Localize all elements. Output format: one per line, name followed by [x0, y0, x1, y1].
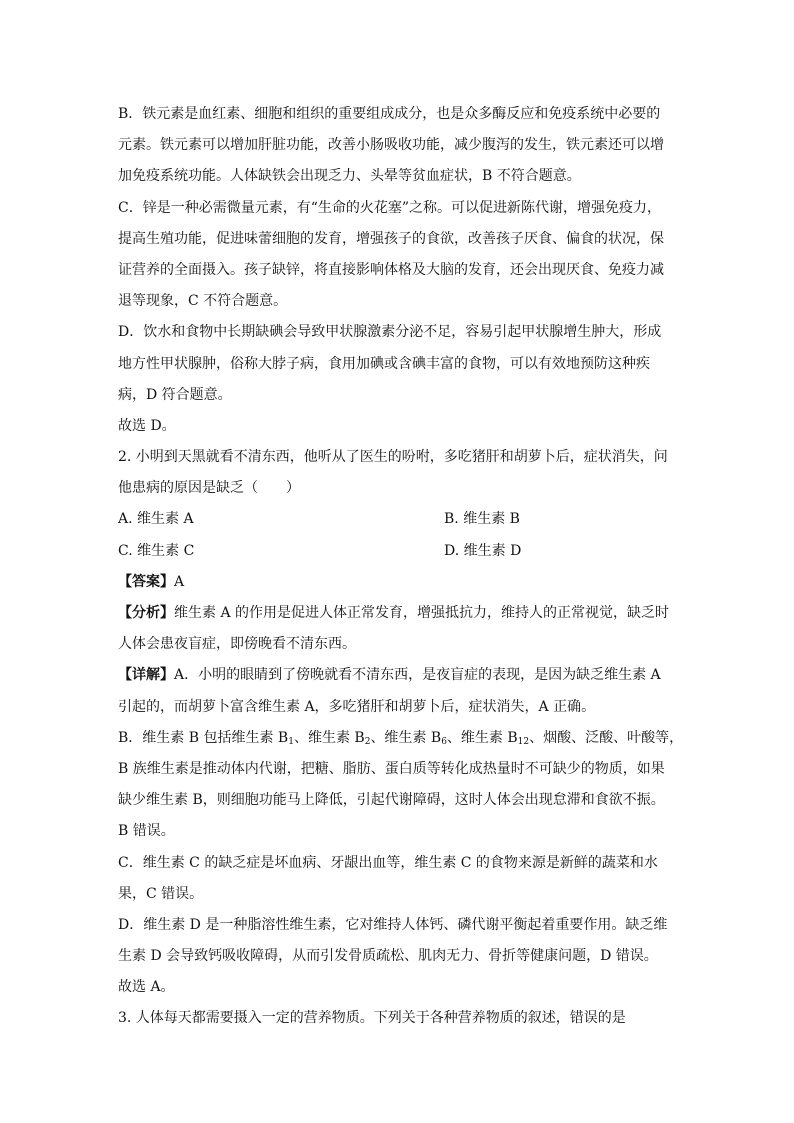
- analysis-label: 【分析】: [118, 605, 174, 621]
- q3-stem: 3. 人体每天都需要摄入一定的营养物质。下列关于各种营养物质的叙述，错误的是: [118, 1010, 626, 1027]
- detail-b-text: 、维生素 B: [293, 729, 365, 746]
- answer-value: A: [174, 573, 185, 590]
- detail-label: 【详解】: [118, 667, 174, 684]
- q2-conclusion: 故选 A。: [118, 979, 175, 996]
- subscript: 2: [364, 736, 371, 747]
- document-body: [118, 99, 684, 1035]
- q2-stem-line: 2. 小明到天黑就看不清东西，他听从了医生的吩咐，多吃猪肝和胡萝卜后，症状消失，问: [118, 449, 668, 466]
- option-d-explanation-line: 病，D 符合题意。: [118, 386, 232, 403]
- q1-conclusion: 故选 D。: [118, 417, 176, 434]
- option-c-explanation-line: 提高生殖功能，促进味蕾细胞的发育，增强孩子的食欲，改善孩子厌食、偏食的状况，保: [118, 230, 664, 247]
- answer-label: 【答案】: [118, 573, 174, 590]
- detail-b-text: 、维生素 B: [446, 729, 518, 746]
- q2-option-b: B. 维生素 B: [444, 511, 520, 528]
- option-b-explanation-line: 元素。铁元素可以增加肝脏功能，改善小肠吸收功能，减少腹泻的发生，铁元素还可以增: [118, 137, 664, 154]
- q2-detail-b-line: [118, 723, 684, 754]
- q2-detail-c-line: 果，C 错误。: [118, 885, 204, 902]
- subscript: 6: [441, 736, 447, 747]
- option-d-explanation-line: 地方性甲状腺肿，俗称大脖子病，食用加碘或含碘丰富的食物，可以有效地预防这种疾: [118, 355, 650, 372]
- q2-option-c: C. 维生素 C: [118, 542, 195, 559]
- q2-detail-b-line: B 错误。: [118, 823, 175, 840]
- q2-answer: [118, 567, 678, 598]
- detail-b-text: 、烟酸、泛酸、叶酸等，: [529, 729, 684, 746]
- q2-detail-b-line: 缺少维生素 B，则细胞功能马上降低，引起代谢障碍，这时人体会出现怠滞和食欲不振。: [118, 792, 665, 809]
- q2-analysis-line: [118, 598, 678, 629]
- subscript: 12: [517, 736, 530, 747]
- q2-stem-line: 他患病的原因是缺乏（ ）: [118, 480, 300, 497]
- option-c-explanation-line: 退等现象，C 不符合题意。: [118, 293, 288, 310]
- option-c-explanation-line: 证营养的全面摄入。孩子缺锌，将直接影响体格及大脑的发育，还会出现厌食、免疫力减: [118, 261, 664, 278]
- detail-a-text: A．小明的眼睛到了傍晚就看不清东西，是夜盲症的表现，是因为缺乏维生素 A: [174, 667, 661, 684]
- q2-detail-d-line: D．维生素 D 是一种脂溶性维生素，它对维持人体钙、磷代谢平衡起着重要作用。缺乏维: [118, 916, 668, 933]
- q2-options-row: [118, 504, 678, 535]
- option-b-explanation-line: B．铁元素是血红素、细胞和组织的重要组成成分，也是众多酶反应和免疫系统中必要的: [118, 106, 661, 122]
- subscript: 1: [288, 736, 294, 747]
- option-b-explanation-line: 加免疫系统功能。人体缺铁会出现乏力、头晕等贫血症状，B 不符合题意。: [118, 168, 581, 185]
- analysis-text: 维生素 A 的作用是促进人体正常发育，增强抵抗力，维持人的正常视觉，缺乏时: [174, 605, 670, 621]
- q2-detail-a-line: 引起的，而胡萝卜富含维生素 A，多吃猪肝和胡萝卜后，症状消失，A 正确。: [118, 698, 596, 715]
- q2-options-row: [118, 536, 678, 567]
- detail-b-text: B．维生素 B 包括维生素 B: [118, 729, 289, 746]
- q2-detail-b-line: B 族维生素是推动体内代谢，把糖、脂肪、蛋白质等转化成热量时不可缺少的物质，如果: [118, 760, 665, 777]
- q2-detail-a-line: [118, 660, 678, 691]
- q2-option-a: A. 维生素 A: [118, 511, 194, 528]
- q2-detail-c-line: C．维生素 C 的缺乏症是坏血病、牙龈出血等，维生素 C 的食物来源是新鲜的蔬菜和水: [118, 854, 658, 871]
- q2-option-d: D. 维生素 D: [444, 542, 522, 559]
- option-c-explanation-line: C．锌是一种必需微量元素，有“生命的火花塞”之称。可以促进新陈代谢，增强免疫力，: [118, 199, 662, 216]
- detail-b-text: 、维生素 B: [370, 729, 442, 746]
- q2-analysis-line: 人体会患夜盲症，即傍晚看不清东西。: [118, 636, 356, 653]
- option-d-explanation-line: D．饮水和食物中长期缺碘会导致甲状腺激素分泌不足，容易引起甲状腺增生肿大，形成: [118, 324, 662, 341]
- q2-detail-d-line: 生素 D 会导致钙吸收障碍，从而引发骨质疏松、肌肉无力、骨折等健康问题，D 错误。: [118, 948, 658, 965]
